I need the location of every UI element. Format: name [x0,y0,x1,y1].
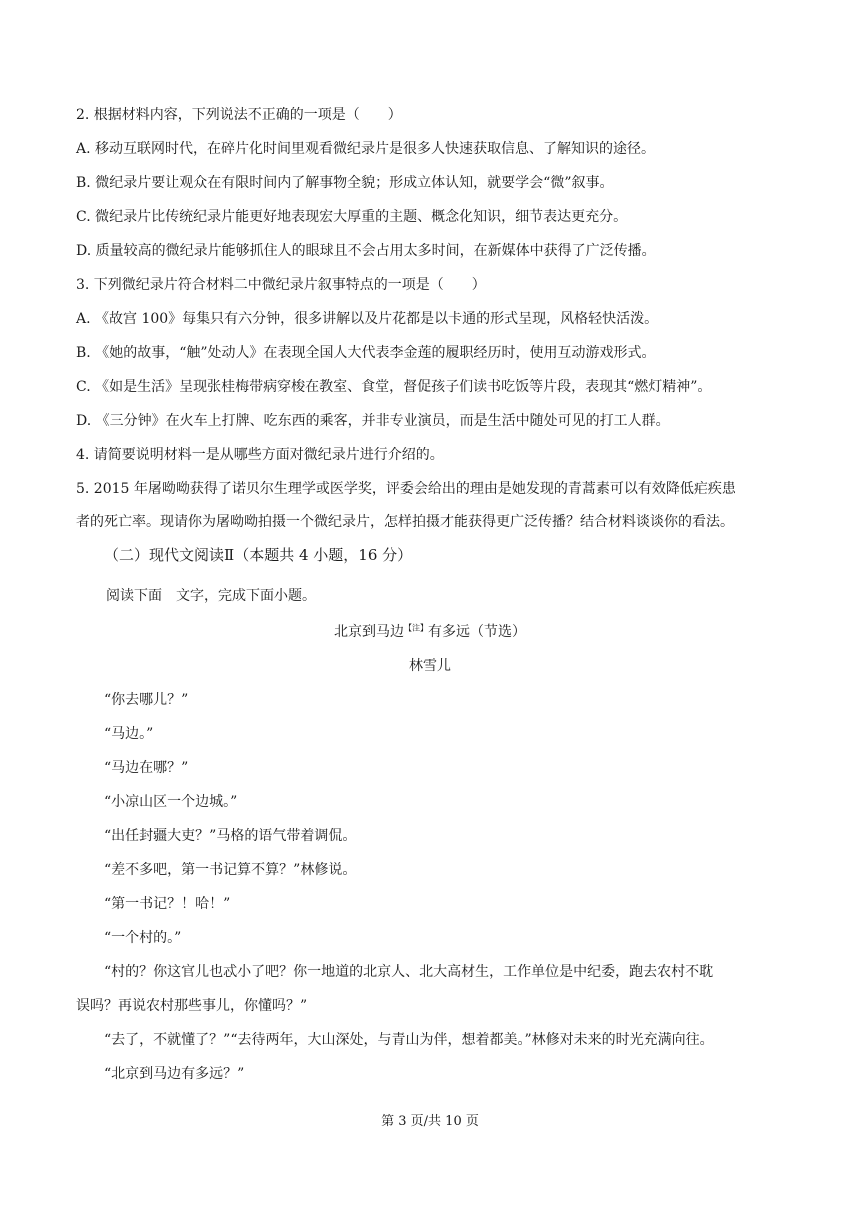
paragraph-village-line-1: “村的？你这官儿也忒小了吧？你一地道的北京人、北大高材生，工作单位是中纪委，跑去农村不耽 [104,964,714,980]
dialogue-line: “第一书记？！哈！” [104,896,231,912]
article-title-text: 北京到马边 [334,624,404,640]
paragraph-go: “去了，不就懂了？”“去待两年，大山深处，与青山为伴，想着都美。”林修对未来的时光充满向往。 [104,1032,714,1048]
paragraph-village-line-2: 误吗？再说农村那些事儿，你懂吗？” [76,998,308,1014]
dialogue-line: “差不多吧，第一书记算不算？”林修说。 [104,862,357,878]
article-author: 林雪儿 [409,658,451,674]
page-number-footer: 第 3 页/共 10 页 [381,1114,479,1129]
dialogue-line: “出任封疆大吏？”马格的语气带着调侃。 [104,828,357,844]
article-title [0,622,860,642]
reading-instruction: 阅读下面 文字，完成下面小题。 [106,588,316,604]
question-2-option-c: C. 微纪录片比传统纪录片能更好地表现宏大厚重的主题、概念化知识，细节表达更充分。 [76,209,628,225]
question-3-option-d: D. 《三分钟》在火车上打牌、吃东西的乘客，并非专业演员，而是生活中随处可见的打工人群。 [76,413,670,429]
question-2-option-d: D. 质量较高的微纪录片能够抓住人的眼球且不会占用太多时间，在新媒体中获得了广泛传播。 [76,243,656,259]
dialogue-line: “一个村的。” [104,930,182,946]
section-title: （二）现代文阅读Ⅱ（本题共 4 小题，16 分） [104,546,413,564]
question-5-line-1: 5. 2015 年屠呦呦获得了诺贝尔生理学或医学奖，评委会给出的理由是她发现的青蒿素可以有效降低疟疾患 [76,481,736,497]
question-2-option-b: B. 微纪录片要让观众在有限时间内了解事物全貌；形成立体认知，就要学会“微”叙事。 [76,175,614,191]
question-3-option-a: A. 《故宫 100》每集只有六分钟，很多讲解以及片花都是以卡通的形式呈现，风格轻快活泼。 [76,311,659,327]
dialogue-line: “你去哪儿？” [104,692,189,708]
question-3-option-b: B. 《她的故事，“触”处动人》在表现全国人大代表李金莲的履职经历时，使用互动游戏形式。 [76,345,656,361]
dialogue-line: “小凉山区一个边城。” [104,794,238,810]
question-4: 4. 请简要说明材料一是从哪些方面对微纪录片进行介绍的。 [76,447,444,463]
paragraph-distance: “北京到马边有多远？” [104,1066,245,1082]
question-3-option-c: C. 《如是生活》呈现张桂梅带病穿梭在教室、食堂，督促孩子们读书吃饭等片段，表现其“燃灯精神”。 [76,379,712,395]
article-title-suffix: 有多远（节选） [428,624,526,640]
question-5-line-2: 者的死亡率。现请你为屠呦呦拍摄一个微纪录片，怎样拍摄才能获得更广泛传播？结合材料谈谈你的看法。 [76,514,734,530]
question-3-stem: 3. 下列微纪录片符合材料二中微纪录片叙事特点的一项是（ ） [76,277,486,293]
question-2-stem: 2. 根据材料内容，下列说法不正确的一项是（ ） [76,107,402,123]
title-footnote-marker: 【注】 [404,623,428,633]
dialogue-line: “马边。” [104,726,154,742]
question-2-option-a: A. 移动互联网时代，在碎片化时间里观看微纪录片是很多人快速获取信息、了解知识的途径。 [76,141,656,157]
dialogue-line: “马边在哪？” [104,760,189,776]
